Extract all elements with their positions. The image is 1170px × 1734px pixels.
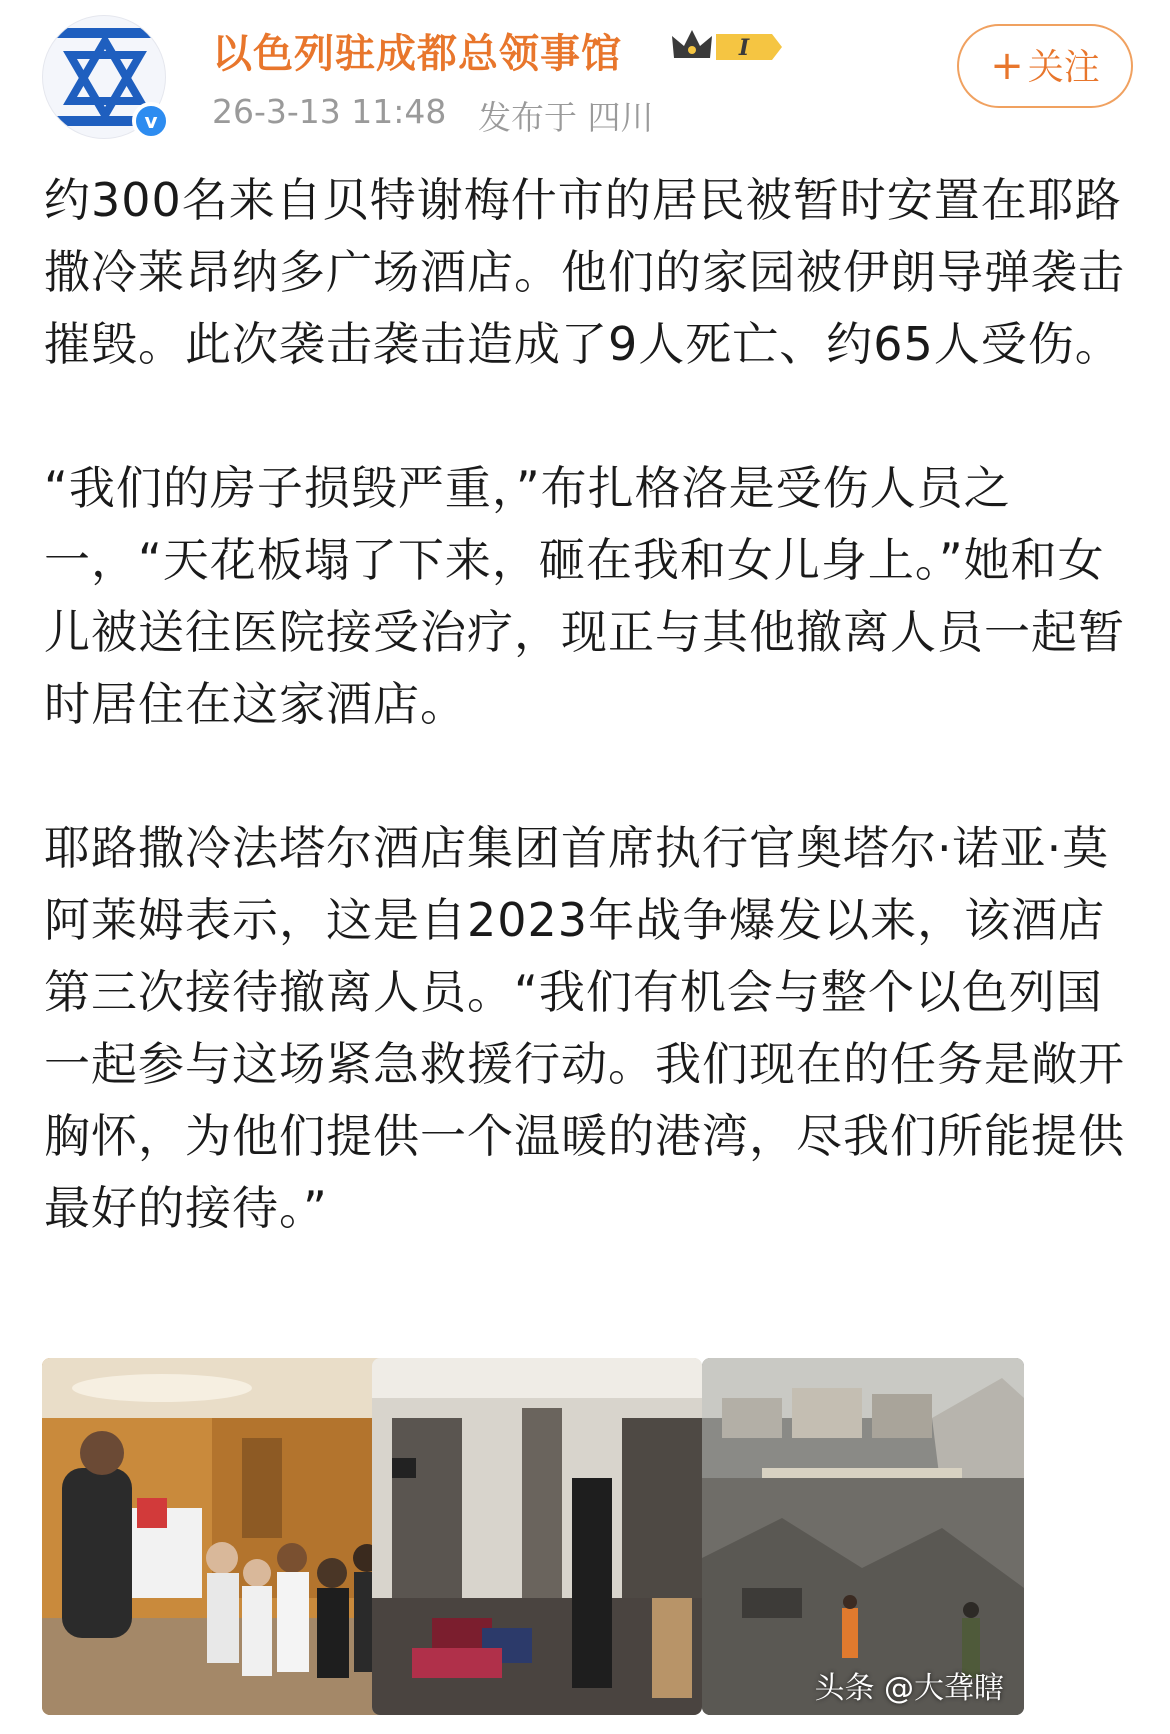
verified-check-icon: v [132,102,170,140]
image-watermark: 头条 @大聋瞎 [814,1671,1004,1706]
post-image-destroyed-buildings[interactable] [702,1358,1024,1715]
vip-level: I [738,35,750,61]
post-timestamp: 26-3-13 11:48 [212,92,447,131]
post-location: 发布于 四川 [478,98,654,137]
post-image-hotel-hall-luggage[interactable] [372,1358,702,1715]
post-image-hotel-lobby-children[interactable] [42,1358,398,1715]
follow-label: 关注 [1027,47,1100,88]
post-paragraph: 约300名来自贝特谢梅什市的居民被暂时安置在耶路撒冷莱昂纳多广场酒店。他们的家园被伊朗导弹袭击摧毁。此次袭击袭击造成了9人死亡、约65人受伤。 [44,173,1125,371]
post-paragraph: “我们的房子损毁严重，”布扎格洛是受伤人员之一，“天花板塌了下来，砸在我和女儿身上。”她和女儿被送往医院接受治疗，现正与其他撤离人员一起暂时居住在这家酒店。 [44,461,1125,731]
follow-button[interactable] [957,24,1133,108]
plus-icon: + [990,43,1024,89]
account-name[interactable]: 以色列驻成都总领事馆 [212,31,622,77]
post-paragraph: 耶路撒冷法塔尔酒店集团首席执行官奥塔尔·诺亚·莫阿莱姆表示，这是自2023年战争爆发以来，该酒店第三次接待撤离人员。“我们有机会与整个以色列国一起参与这场紧急救援行动。我们现在的任务是敞开胸怀，为他们提供一个温暖的港湾，尽我们所能提供最好的接待。” [44,821,1125,1235]
post-image-grid [42,1358,1132,1715]
vip-crown-badge[interactable] [668,24,788,70]
post-header [0,0,1170,150]
post-content [44,164,1134,1316]
